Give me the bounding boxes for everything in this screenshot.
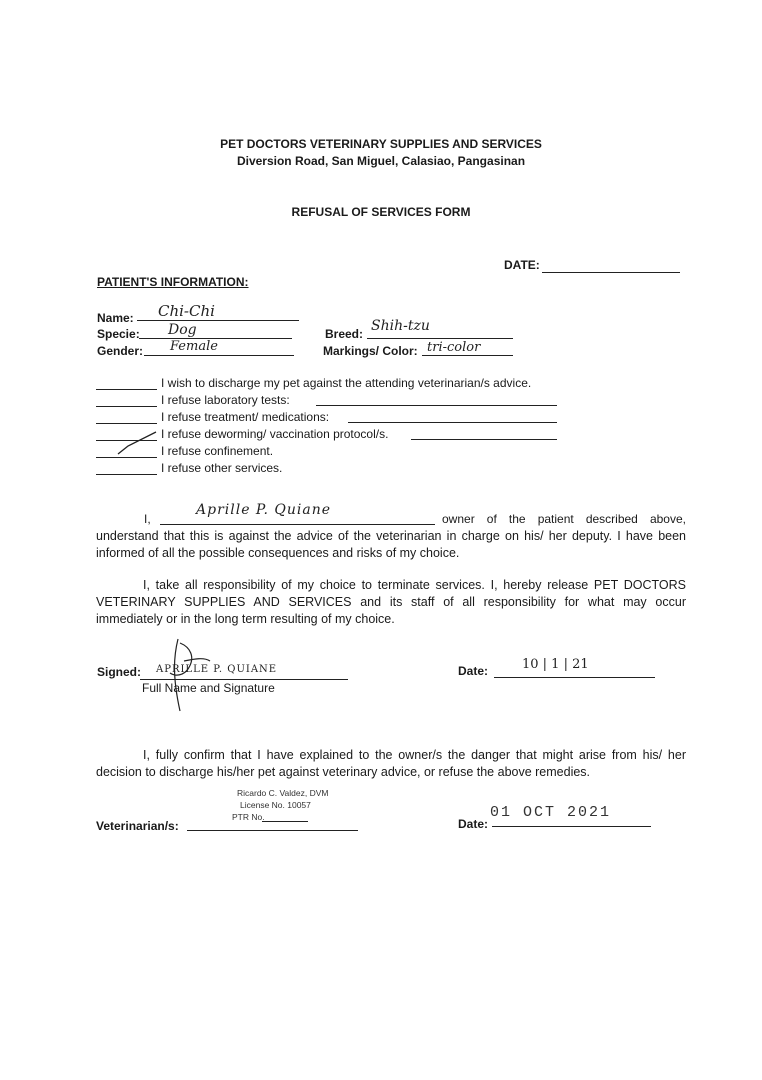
clinic-address: Diversion Road, San Miguel, Calasiao, Pangasinan bbox=[236, 154, 526, 168]
breed-field[interactable] bbox=[367, 338, 513, 339]
option-blank-2[interactable] bbox=[96, 406, 157, 407]
deworming-detail-field[interactable] bbox=[411, 439, 557, 440]
signed-caption: Full Name and Signature bbox=[142, 681, 275, 695]
breed-label: Breed: bbox=[325, 327, 364, 341]
signed-name-value: APRILLE P. QUIANE bbox=[156, 664, 278, 675]
veterinarian-field[interactable] bbox=[187, 830, 358, 831]
name-label: Name: bbox=[97, 311, 134, 325]
vet-date-field[interactable] bbox=[492, 826, 651, 827]
statement1-text-a: owner of the patient described above, bbox=[442, 512, 686, 526]
option-other-label: I refuse other services. bbox=[161, 461, 283, 475]
vet-date-label: Date: bbox=[458, 817, 489, 831]
statement1-text-b: understand that this is against the advice of the veterinarian in charge on his/ her deputy. I have been informed of all the possible consequences and risks of my choice. bbox=[96, 529, 686, 560]
markings-label: Markings/ Color: bbox=[323, 344, 418, 358]
form-title: REFUSAL OF SERVICES FORM bbox=[291, 205, 471, 219]
statement3-text: I, fully confirm that I have explained to the owner/s the danger that might arise from his/ her decision to discharge his/her pet against veterinary advice, or refuse the above remedies. bbox=[96, 748, 686, 779]
markings-value: tri-color bbox=[427, 340, 481, 355]
option-blank-5[interactable] bbox=[96, 457, 157, 458]
option-blank-6[interactable] bbox=[96, 474, 157, 475]
treatment-detail-field[interactable] bbox=[348, 422, 557, 423]
veterinarian-label: Veterinarian/s: bbox=[96, 819, 179, 833]
stamp-ptr-line bbox=[262, 821, 308, 822]
specie-value: Dog bbox=[168, 322, 197, 338]
option-treatment-label: I refuse treatment/ medications: bbox=[161, 410, 330, 424]
gender-field[interactable] bbox=[144, 355, 294, 356]
breed-value: Shih-tzu bbox=[371, 318, 430, 334]
owner-signature-icon bbox=[150, 635, 230, 715]
signed-date-label: Date: bbox=[458, 664, 489, 678]
statement2-text: I, take all responsibility of my choice to terminate services. I, hereby release PET DOCTORS VETERINARY SUPPLIES AND SERVICES and its staff of all responsibility for what may occur immediately or in the long term resulting of my choice. bbox=[96, 578, 686, 626]
name-field[interactable] bbox=[137, 320, 299, 321]
owner-name-value: Aprille P. Quiane bbox=[196, 502, 332, 518]
date-top-label: DATE: bbox=[504, 258, 540, 272]
markings-field[interactable] bbox=[422, 355, 513, 356]
signed-date-value: 10 | 1 | 21 bbox=[522, 657, 589, 672]
statement1-prefix: I, bbox=[144, 512, 151, 526]
vet-date-stamp: 01 OCT 2021 bbox=[490, 804, 612, 821]
gender-value: Female bbox=[170, 339, 218, 354]
option-lab-tests-label: I refuse laboratory tests: bbox=[161, 393, 290, 407]
name-value: Chi-Chi bbox=[158, 302, 215, 320]
option-discharge-label: I wish to discharge my pet against the attending veterinarian/s advice. bbox=[161, 376, 532, 390]
owner-name-field[interactable] bbox=[160, 524, 435, 525]
option-blank-1[interactable] bbox=[96, 389, 157, 390]
gender-label: Gender: bbox=[97, 344, 144, 358]
stamp-license: License No. 10057 bbox=[240, 800, 311, 810]
signed-date-field[interactable] bbox=[494, 677, 655, 678]
checkmark-icon bbox=[114, 428, 160, 458]
clinic-name: PET DOCTORS VETERINARY SUPPLIES AND SERVICES bbox=[220, 137, 542, 151]
option-deworming-label: I refuse deworming/ vaccination protocol/s. bbox=[161, 427, 389, 441]
specie-label: Specie: bbox=[97, 327, 140, 341]
lab-tests-detail-field[interactable] bbox=[316, 405, 557, 406]
signed-label: Signed: bbox=[97, 665, 141, 679]
patient-section-title: PATIENT'S INFORMATION: bbox=[97, 275, 249, 289]
stamp-ptr-label: PTR No. bbox=[232, 812, 265, 822]
stamp-vet-name: Ricardo C. Valdez, DVM bbox=[237, 788, 329, 798]
date-top-field[interactable] bbox=[542, 272, 680, 273]
option-confinement-label: I refuse confinement. bbox=[161, 444, 274, 458]
option-blank-3[interactable] bbox=[96, 423, 157, 424]
